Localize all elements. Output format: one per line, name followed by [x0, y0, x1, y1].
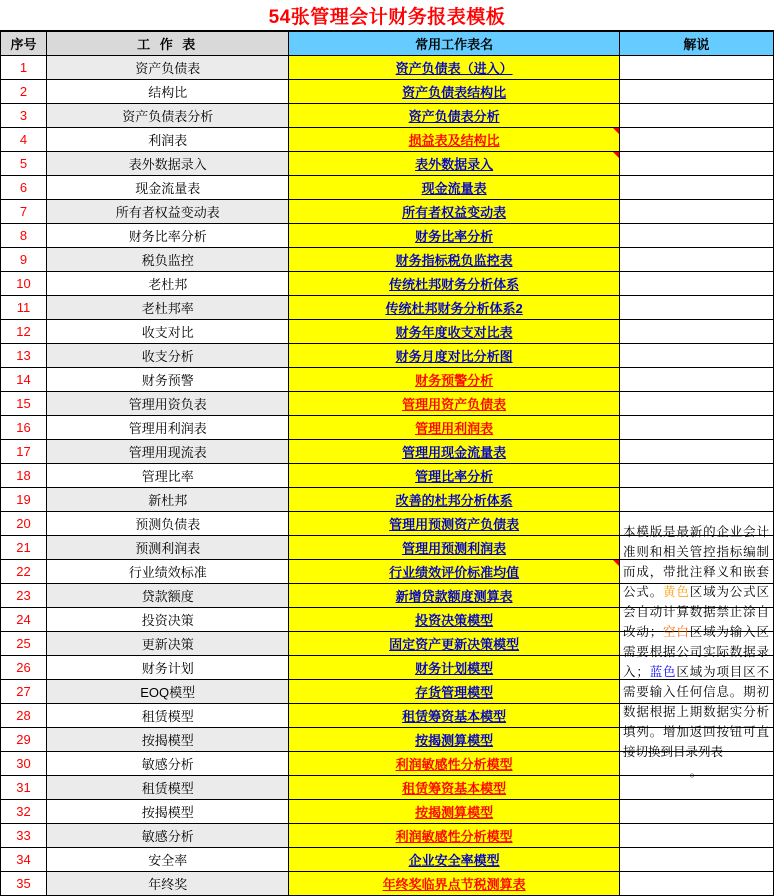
sheet-link-cell[interactable]: [289, 488, 619, 512]
table-row: [1, 488, 774, 512]
sheet-link-label: 管理用资产负债表: [402, 397, 507, 412]
worksheet-cell[interactable]: 所有者权益变动表: [47, 200, 289, 224]
table-row: [1, 296, 774, 320]
worksheet-cell[interactable]: 资产负债表: [47, 56, 289, 80]
worksheet-cell[interactable]: 按揭模型: [47, 728, 289, 752]
sheet-link-cell[interactable]: [289, 152, 619, 176]
row-index-cell[interactable]: 26: [1, 656, 47, 680]
table-row: [1, 848, 774, 872]
note-paragraph-4: 区域为项目区不需要输入任何信息。期初数据根据上期数据实分析填列。增加返回按钮可直接切换到目录列表: [623, 665, 769, 759]
row-index-cell[interactable]: 19: [1, 488, 47, 512]
sheet-link-cell[interactable]: [289, 848, 619, 872]
note-cell[interactable]: [619, 824, 773, 848]
sheet-link-cell[interactable]: [289, 800, 619, 824]
column-header-note: 解说: [619, 32, 773, 56]
note-cell[interactable]: [619, 176, 773, 200]
row-index-cell[interactable]: 28: [1, 704, 47, 728]
note-cell[interactable]: [619, 344, 773, 368]
note-cell[interactable]: [619, 56, 773, 80]
sheet-link-label: 现金流量表: [421, 181, 487, 196]
row-index-cell[interactable]: 3: [1, 104, 47, 128]
sheet-link-cell[interactable]: [289, 512, 619, 536]
worksheet-cell[interactable]: 资产负债表分析: [47, 104, 289, 128]
sheet-link-cell[interactable]: [289, 464, 619, 488]
row-index-cell[interactable]: 22: [1, 560, 47, 584]
row-index-cell[interactable]: 2: [1, 80, 47, 104]
row-index-cell[interactable]: 13: [1, 344, 47, 368]
table-row: [1, 176, 774, 200]
table-row: [1, 248, 774, 272]
sheet-link-label: 管理用预测资产负债表: [389, 517, 520, 532]
worksheet-cell[interactable]: 敏感分析: [47, 824, 289, 848]
worksheet-cell[interactable]: 安全率: [47, 848, 289, 872]
row-index-cell[interactable]: 4: [1, 128, 47, 152]
sheet-link-label: 资产负债表（进入）: [395, 61, 513, 76]
row-index-cell[interactable]: 12: [1, 320, 47, 344]
sheet-link-cell[interactable]: [289, 176, 619, 200]
table-row: [1, 152, 774, 176]
table-row: [1, 224, 774, 248]
row-index-cell[interactable]: 6: [1, 176, 47, 200]
worksheet-cell[interactable]: 贷款额度: [47, 584, 289, 608]
worksheet-cell[interactable]: 财务比率分析: [47, 224, 289, 248]
worksheet-cell[interactable]: 按揭模型: [47, 800, 289, 824]
sheet-link-label: 资产负债表分析: [408, 109, 500, 124]
sheet-link-cell[interactable]: [289, 440, 619, 464]
sheet-link-label: 表外数据录入: [415, 157, 494, 172]
worksheet-cell[interactable]: 老杜邦率: [47, 296, 289, 320]
table-row: [1, 800, 774, 824]
sheet-link-cell[interactable]: [289, 560, 619, 584]
table-row: [1, 200, 774, 224]
sheet-link-cell[interactable]: [289, 344, 619, 368]
row-index-cell[interactable]: 21: [1, 536, 47, 560]
worksheet-cell[interactable]: 更新决策: [47, 632, 289, 656]
note-cell[interactable]: [619, 128, 773, 152]
sheet-link-cell[interactable]: [289, 128, 619, 152]
worksheet-cell[interactable]: 利润表: [47, 128, 289, 152]
table-row: [1, 128, 774, 152]
table-row: [1, 416, 774, 440]
sheet-link-label: 年终奖临界点节税测算表: [382, 877, 526, 892]
table-row: [1, 344, 774, 368]
sheet-link-label: 企业安全率模型: [408, 853, 500, 868]
sheet-link-label: 传统杜邦财务分析体系: [389, 277, 520, 292]
row-index-cell[interactable]: 14: [1, 368, 47, 392]
worksheet-cell[interactable]: 收支分析: [47, 344, 289, 368]
worksheet-cell[interactable]: 年终奖: [47, 872, 289, 896]
note-cell[interactable]: [619, 272, 773, 296]
note-paragraph-3: 区域为输入区需要根据公司实际数据录入；: [623, 625, 769, 679]
note-cell[interactable]: [619, 224, 773, 248]
note-white-label: 空白: [662, 625, 690, 639]
note-cell[interactable]: [619, 464, 773, 488]
note-paragraph-1: 本模版是最新的企业会计准则和相关管控指标编制而成，带批注释义和嵌套公式。: [623, 525, 769, 599]
sheet-link-label: 投资决策模型: [415, 613, 494, 628]
worksheet-cell[interactable]: 管理用现流表: [47, 440, 289, 464]
table-row: [1, 80, 774, 104]
worksheet-cell[interactable]: 现金流量表: [47, 176, 289, 200]
worksheet-cell[interactable]: 租赁模型: [47, 704, 289, 728]
sheet-link-cell[interactable]: [289, 80, 619, 104]
table-row: [1, 464, 774, 488]
sheet-link-cell[interactable]: [289, 368, 619, 392]
sheet-link-label: 行业绩效评价标准均值: [389, 565, 520, 580]
sheet-link-cell[interactable]: [289, 272, 619, 296]
worksheet-cell[interactable]: 预测利润表: [47, 536, 289, 560]
row-index-cell[interactable]: 35: [1, 872, 47, 896]
note-cell[interactable]: [619, 248, 773, 272]
sheet-link-label: 资产负债表结构比: [402, 85, 507, 100]
worksheet-cell[interactable]: 行业绩效标准: [47, 560, 289, 584]
page-title-bar: [0, 0, 774, 31]
sheet-link-cell[interactable]: [289, 392, 619, 416]
row-index-cell[interactable]: 18: [1, 464, 47, 488]
sheet-link-label: 利润敏感性分析模型: [395, 829, 513, 844]
note-cell[interactable]: [619, 368, 773, 392]
note-cell[interactable]: [619, 488, 773, 512]
worksheet-cell[interactable]: 财务预警: [47, 368, 289, 392]
comment-marker-icon: [613, 128, 619, 134]
page-title: 54张管理会计财务报表模板: [268, 6, 506, 28]
note-cell[interactable]: [619, 104, 773, 128]
table-header-row: [1, 32, 774, 56]
worksheet-cell[interactable]: 租赁模型: [47, 776, 289, 800]
table-row: [1, 320, 774, 344]
sheet-link-label: 固定资产更新决策模型: [389, 637, 520, 652]
table-row: [1, 824, 774, 848]
worksheet-cell[interactable]: 财务计划: [47, 656, 289, 680]
sheet-link-label: 管理用现金流量表: [402, 445, 507, 460]
table-row: [1, 104, 774, 128]
worksheet-cell[interactable]: 结构比: [47, 80, 289, 104]
row-index-cell[interactable]: 32: [1, 800, 47, 824]
row-index-cell[interactable]: 24: [1, 608, 47, 632]
table-row: [1, 392, 774, 416]
worksheet-cell[interactable]: 新杜邦: [47, 488, 289, 512]
row-index-cell[interactable]: 16: [1, 416, 47, 440]
column-header-worksheet: 工 作 表: [47, 32, 289, 56]
note-cell[interactable]: [619, 392, 773, 416]
note-cell[interactable]: [619, 440, 773, 464]
note-cell[interactable]: [619, 152, 773, 176]
sheet-link-label: 财务比率分析: [415, 229, 494, 244]
note-cell[interactable]: [619, 848, 773, 872]
table-row: [1, 872, 774, 896]
worksheet-cell[interactable]: EOQ模型: [47, 680, 289, 704]
note-cell[interactable]: [619, 296, 773, 320]
comment-marker-icon: [613, 560, 619, 566]
sheet-link-cell[interactable]: [289, 872, 619, 896]
sheet-link-label: 新增贷款额度测算表: [395, 589, 513, 604]
sheet-link-cell[interactable]: [289, 536, 619, 560]
row-index-cell[interactable]: 25: [1, 632, 47, 656]
sheet-link-cell[interactable]: [289, 680, 619, 704]
sheet-link-label: 传统杜邦财务分析体系2: [385, 301, 523, 316]
table-row: [1, 368, 774, 392]
note-yellow-label: 黄色: [663, 585, 690, 599]
row-index-cell[interactable]: 7: [1, 200, 47, 224]
column-header-num: 序号: [1, 32, 47, 56]
sheet-link-cell[interactable]: [289, 632, 619, 656]
sheet-link-label: 财务指标税负监控表: [395, 253, 513, 268]
row-index-cell[interactable]: 31: [1, 776, 47, 800]
row-index-cell[interactable]: 1: [1, 56, 47, 80]
comment-marker-icon: [613, 152, 619, 158]
note-trailing-dot: 。: [689, 765, 703, 779]
worksheet-cell[interactable]: 管理用资负表: [47, 392, 289, 416]
sheet-link-cell[interactable]: [289, 56, 619, 80]
note-cell[interactable]: [619, 200, 773, 224]
worksheet-cell[interactable]: 表外数据录入: [47, 152, 289, 176]
note-block: [620, 520, 772, 782]
note-cell[interactable]: [619, 872, 773, 896]
worksheet-cell[interactable]: 老杜邦: [47, 272, 289, 296]
sheet-link-cell[interactable]: [289, 608, 619, 632]
sheet-link-label: 所有者权益变动表: [402, 205, 507, 220]
table-row: [1, 272, 774, 296]
sheet-link-cell[interactable]: [289, 704, 619, 728]
row-index-cell[interactable]: 9: [1, 248, 47, 272]
sheet-link-label: 财务年度收支对比表: [395, 325, 513, 340]
sheet-link-label: 租赁筹资基本模型: [402, 781, 507, 796]
table-row: [1, 440, 774, 464]
sheet-link-cell[interactable]: [289, 224, 619, 248]
sheet-link-cell[interactable]: [289, 296, 619, 320]
sheet-link-cell[interactable]: [289, 248, 619, 272]
note-cell[interactable]: [619, 320, 773, 344]
note-blue-label: 蓝色: [648, 665, 677, 679]
table-row: [1, 56, 774, 80]
sheet-link-label: 财务预警分析: [415, 373, 494, 388]
worksheet-cell[interactable]: 投资决策: [47, 608, 289, 632]
sheet-link-label: 财务月度对比分析图: [395, 349, 513, 364]
sheet-link-label: 按揭测算模型: [415, 733, 494, 748]
sheet-link-label: 利润敏感性分析模型: [395, 757, 513, 772]
worksheet-cell[interactable]: 税负监控: [47, 248, 289, 272]
worksheet-cell[interactable]: 管理比率: [47, 464, 289, 488]
sheet-link-label: 存货管理模型: [415, 685, 494, 700]
row-index-cell[interactable]: 34: [1, 848, 47, 872]
sheet-link-cell[interactable]: [289, 776, 619, 800]
sheet-link-label: 管理用利润表: [415, 421, 494, 436]
sheet-link-cell[interactable]: [289, 200, 619, 224]
row-index-cell[interactable]: 10: [1, 272, 47, 296]
sheet-link-label: 管理用预测利润表: [402, 541, 507, 556]
row-index-cell[interactable]: 8: [1, 224, 47, 248]
sheet-link-cell[interactable]: [289, 416, 619, 440]
row-index-cell[interactable]: 20: [1, 512, 47, 536]
row-index-cell[interactable]: 5: [1, 152, 47, 176]
sheet-link-label: 损益表及结构比: [408, 133, 500, 148]
sheet-link-cell[interactable]: [289, 656, 619, 680]
sheet-link-label: 管理比率分析: [415, 469, 494, 484]
sheet-link-cell[interactable]: [289, 824, 619, 848]
note-cell[interactable]: [619, 416, 773, 440]
worksheet-cell[interactable]: 敏感分析: [47, 752, 289, 776]
worksheet-cell[interactable]: 预测负债表: [47, 512, 289, 536]
sheet-link-label: 财务计划模型: [415, 661, 494, 676]
row-index-cell[interactable]: 33: [1, 824, 47, 848]
worksheet-cell[interactable]: 收支对比: [47, 320, 289, 344]
sheet-link-cell[interactable]: [289, 728, 619, 752]
row-index-cell[interactable]: 29: [1, 728, 47, 752]
column-header-sheetname: 常用工作表名: [289, 32, 619, 56]
sheet-link-label: 按揭测算模型: [415, 805, 494, 820]
note-paragraph-2: 区域为公式区会自动计算数据禁止涂自改动；: [623, 585, 769, 639]
sheet-link-cell[interactable]: [289, 752, 619, 776]
row-index-cell[interactable]: 27: [1, 680, 47, 704]
row-index-cell[interactable]: 15: [1, 392, 47, 416]
row-index-cell[interactable]: 17: [1, 440, 47, 464]
row-index-cell[interactable]: 23: [1, 584, 47, 608]
sheet-link-label: 改善的杜邦分析体系: [395, 493, 513, 508]
row-index-cell[interactable]: 30: [1, 752, 47, 776]
note-cell[interactable]: [619, 80, 773, 104]
note-cell[interactable]: [619, 800, 773, 824]
worksheet-cell[interactable]: 管理用利润表: [47, 416, 289, 440]
sheet-link-label: 租赁筹资基本模型: [402, 709, 507, 724]
row-index-cell[interactable]: 11: [1, 296, 47, 320]
sheet-link-cell[interactable]: [289, 104, 619, 128]
sheet-link-cell[interactable]: [289, 584, 619, 608]
sheet-link-cell[interactable]: [289, 320, 619, 344]
